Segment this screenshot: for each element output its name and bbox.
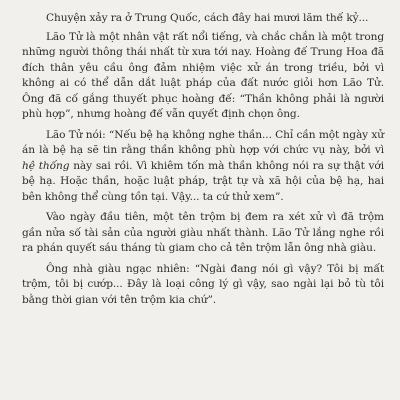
paragraph-4: Vào ngày đầu tiên, một tên trộm bị đem ra xét xử vì đã trộm gần nửa số tài sản của người giàu nhất thành. Lão Tử lắng nghe rồi ra phán quyết sáu tháng tù giam cho cả tên trộm lẫn ông nhà giàu. — [22, 211, 384, 254]
paragraph-1: Chuyện xảy ra ở Trung Quốc, cách đây hai mươi lăm thế kỷ... — [46, 12, 369, 24]
paragraph-5: Ông nhà giàu ngạc nhiên: “Ngài đang nói gì vậy? Tôi bị mất trộm, tôi bị cướp... Đây là loại công lý gì vậy, sao ngài lại bỏ tù tôi bằng thời gian với tên trộm kia chứ”. — [22, 262, 384, 306]
paragraph-2: Lão Tử là một nhân vật rất nổi tiếng, và chắc chắn là một trong những người thông thái nhất từ xưa tới nay. Hoàng đế Trung Hoa đã đích thân yêu cầu ông đảm nhiệm việc xử án trong triều, bởi vì không ai có thể dẫn dắt luật pháp của đất nước giỏi hơn Lão Tử. Ông đã cố gắng thuyết phục hoàng đế: “Thần không phải là người phù hợp”, nhưng hoàng đế vẫn quyết định chọn ông. — [22, 30, 384, 120]
paragraph-3-emphasis: hệ thống — [22, 159, 70, 172]
paragraph-3-text-before: Lão Tử nói: “Nếu bệ hạ không nghe thần... Chỉ cần một ngày xử án là bệ hạ sẽ tin rằng thần không phù hợp với chức vụ này, bởi vì — [22, 128, 384, 156]
body-text — [22, 11, 384, 308]
paragraph-3-text-after: này sai rồi. Vì khiêm tốn mà thần không nói ra sự thật với bệ hạ. Hoặc thần, hoặc luật pháp, trật tự và xã hội của bệ hạ, hai bên không thể cùng tồn tại. Vậy... ta cứ thử xem”. — [22, 159, 384, 203]
paragraph-3 — [22, 128, 384, 206]
